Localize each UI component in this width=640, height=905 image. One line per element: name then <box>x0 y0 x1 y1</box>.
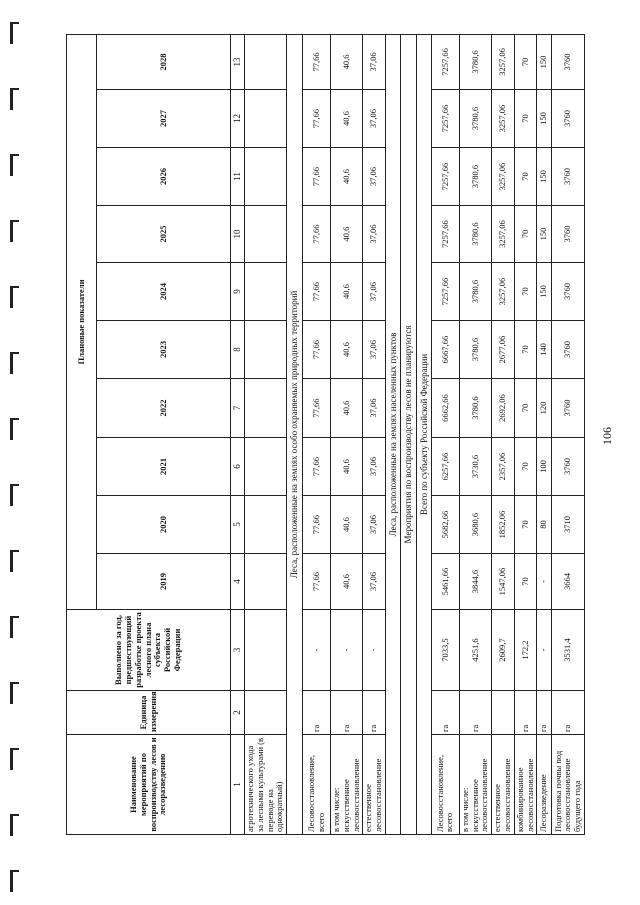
row-value: 3780,6 <box>459 379 491 438</box>
row-prev-value: - <box>331 610 363 691</box>
row-value: 3257,06 <box>492 206 515 263</box>
row-value: 37,06 <box>363 496 386 554</box>
row-value: 3760 <box>552 148 585 206</box>
binding-hole-mark <box>10 682 13 704</box>
header-year: 2019 <box>97 554 231 610</box>
table-row <box>492 34 515 834</box>
row-value: 100 <box>537 438 552 496</box>
column-number: 13 <box>231 34 245 89</box>
row-value: 77,66 <box>303 379 331 438</box>
row-prev-value: - <box>303 610 331 691</box>
row-value: 3257,06 <box>492 90 515 148</box>
row-value: 3780,6 <box>459 321 491 379</box>
row-name: в том числе: искусственное лесовосстановление <box>331 735 363 835</box>
binding-hole-mark <box>10 22 13 44</box>
row-value: 120 <box>537 379 552 438</box>
section-row <box>287 34 303 834</box>
binding-hole-mark <box>10 616 13 638</box>
row-name: Лесовосстановление, всего <box>303 735 331 835</box>
row-value: 40,6 <box>331 496 363 554</box>
row-value: 3844,6 <box>459 554 491 610</box>
section-title: Всего по субъекту Российской Федерации <box>416 34 431 834</box>
table-row <box>431 34 459 834</box>
row-value: 5682,66 <box>431 496 459 554</box>
row-value: 40,6 <box>331 554 363 610</box>
row-name: естественное лесовосстановление <box>363 735 386 835</box>
row-name: комбинированное лесовосстановление <box>514 735 537 835</box>
binding-hole-mark <box>10 418 13 440</box>
row-unit: га <box>537 691 552 735</box>
column-number: 10 <box>231 206 245 263</box>
row-value: 3710 <box>552 496 585 554</box>
header-year: 2026 <box>97 148 231 206</box>
header-row <box>67 34 97 834</box>
row-value: 3760 <box>552 321 585 379</box>
section-row <box>401 34 416 834</box>
column-number: 11 <box>231 148 245 206</box>
row-name: в том числе: искусственное лесовосстановление <box>459 735 491 835</box>
column-number: 12 <box>231 90 245 148</box>
row-value: 80 <box>537 496 552 554</box>
header-year: 2023 <box>97 321 231 379</box>
row-value: 70 <box>514 379 537 438</box>
binding-hole-mark <box>10 748 13 770</box>
binding-holes-strip <box>6 0 28 905</box>
row-value: 70 <box>514 90 537 148</box>
rotated-page <box>66 35 591 835</box>
row-value: 7257,66 <box>431 263 459 321</box>
row-value <box>245 206 287 263</box>
row-value: 77,66 <box>303 206 331 263</box>
row-value: 3760 <box>552 90 585 148</box>
header-name: Наименование мероприятий по воспроизводству лесов и лесоразведению <box>67 735 231 835</box>
row-value: 7257,66 <box>431 34 459 89</box>
header-year: 2021 <box>97 438 231 496</box>
row-value: 40,6 <box>331 379 363 438</box>
row-unit: га <box>552 691 585 735</box>
row-name: агротехнического ухода за лесными культурами (в переводе на однократный) <box>245 735 287 835</box>
row-value: 77,66 <box>303 148 331 206</box>
column-number: 9 <box>231 263 245 321</box>
row-prev-value: 172,2 <box>514 610 537 691</box>
row-value <box>245 321 287 379</box>
row-value: 3780,6 <box>459 90 491 148</box>
row-prev-value: 4251,6 <box>459 610 491 691</box>
header-year: 2028 <box>97 34 231 89</box>
row-prev-value: 3531,4 <box>552 610 585 691</box>
row-value: 3780,6 <box>459 206 491 263</box>
row-value: 70 <box>514 206 537 263</box>
table-row <box>537 34 552 834</box>
row-value <box>245 90 287 148</box>
row-value: 3760 <box>552 379 585 438</box>
header-prev-year: Выполнено за год, предшествующий разработке проекта лесного плана субъекта Российской Федерации <box>67 610 231 691</box>
row-value: 1547,06 <box>492 554 515 610</box>
row-value: 77,66 <box>303 34 331 89</box>
row-value: 37,06 <box>363 206 386 263</box>
row-value: 37,06 <box>363 554 386 610</box>
row-unit: га <box>431 691 459 735</box>
page-number: 106 <box>600 427 614 445</box>
row-value: 150 <box>537 206 552 263</box>
row-prev-value: 7033,5 <box>431 610 459 691</box>
row-name: Лесоразведение <box>537 735 552 835</box>
row-value: 6662,66 <box>431 379 459 438</box>
column-number: 4 <box>231 554 245 610</box>
row-value: 77,66 <box>303 263 331 321</box>
column-number: 2 <box>231 691 245 735</box>
row-value: 3780,6 <box>459 263 491 321</box>
row-prev-value: - <box>537 610 552 691</box>
table-row <box>459 34 491 834</box>
row-value: 37,06 <box>363 438 386 496</box>
header-unit: Единица измерения <box>67 691 231 735</box>
header-planned: Плановые показатели <box>67 34 97 609</box>
row-value: 40,6 <box>331 321 363 379</box>
row-value: 1852,06 <box>492 496 515 554</box>
row-value: 2692,06 <box>492 379 515 438</box>
row-value: 40,6 <box>331 263 363 321</box>
row-value: 70 <box>514 263 537 321</box>
row-value: 70 <box>514 554 537 610</box>
row-unit: га <box>363 691 386 735</box>
binding-hole-mark <box>10 550 13 572</box>
row-value: 37,06 <box>363 148 386 206</box>
row-value: 3780,6 <box>459 148 491 206</box>
forest-reproduction-table <box>66 34 585 835</box>
row-value: 2677,06 <box>492 321 515 379</box>
row-value: 140 <box>537 321 552 379</box>
binding-hole-mark <box>10 286 13 308</box>
binding-hole-mark <box>10 870 13 892</box>
row-value: 3664 <box>552 554 585 610</box>
row-value <box>245 438 287 496</box>
row-value: 37,06 <box>363 379 386 438</box>
row-value: 77,66 <box>303 321 331 379</box>
column-number: 8 <box>231 321 245 379</box>
row-value: 3760 <box>552 206 585 263</box>
row-value: 6667,66 <box>431 321 459 379</box>
binding-hole-mark <box>10 88 13 110</box>
row-value: 7257,66 <box>431 90 459 148</box>
row-prev-value: 2609,7 <box>492 610 515 691</box>
row-value: 7257,66 <box>431 206 459 263</box>
row-value <box>245 148 287 206</box>
row-value: 3780,6 <box>459 34 491 89</box>
row-unit <box>492 691 515 735</box>
table-row <box>514 34 537 834</box>
row-value: 37,06 <box>363 321 386 379</box>
binding-hole-mark <box>10 220 13 242</box>
row-value: 77,66 <box>303 90 331 148</box>
binding-hole-mark <box>10 484 13 506</box>
row-value: 70 <box>514 34 537 89</box>
row-name: естественное лесовосстановление <box>492 735 515 835</box>
column-number: 7 <box>231 379 245 438</box>
row-unit: га <box>303 691 331 735</box>
row-value: 3760 <box>552 34 585 89</box>
row-value: - <box>537 554 552 610</box>
row-value: 150 <box>537 148 552 206</box>
row-value: 2357,06 <box>492 438 515 496</box>
row-value: 150 <box>537 34 552 89</box>
row-value: 77,66 <box>303 438 331 496</box>
row-prev-value: - <box>363 610 386 691</box>
column-number: 1 <box>231 735 245 835</box>
column-number: 5 <box>231 496 245 554</box>
row-value: 6257,66 <box>431 438 459 496</box>
header-year: 2024 <box>97 263 231 321</box>
section-row <box>416 34 431 834</box>
table-row <box>331 34 363 834</box>
table-row <box>552 34 585 834</box>
row-prev-value <box>245 610 287 691</box>
row-unit: га <box>331 691 363 735</box>
row-value <box>245 34 287 89</box>
row-name: Подготовка почвы под лесовосстановление будущего года <box>552 735 585 835</box>
row-value: 150 <box>537 90 552 148</box>
header-year: 2027 <box>97 90 231 148</box>
row-unit: га <box>459 691 491 735</box>
header-year: 2020 <box>97 496 231 554</box>
row-value: 70 <box>514 438 537 496</box>
row-value: 40,6 <box>331 438 363 496</box>
column-number-row <box>231 34 245 834</box>
row-value <box>245 496 287 554</box>
row-value <box>245 554 287 610</box>
column-number: 6 <box>231 438 245 496</box>
row-value: 37,06 <box>363 263 386 321</box>
row-value: 37,06 <box>363 90 386 148</box>
row-value: 70 <box>514 321 537 379</box>
header-year: 2022 <box>97 379 231 438</box>
row-value: 3257,06 <box>492 34 515 89</box>
row-name: Лесовосстановление, всего <box>431 735 459 835</box>
row-value: 40,6 <box>331 90 363 148</box>
row-value: 3680,6 <box>459 496 491 554</box>
row-value: 40,6 <box>331 206 363 263</box>
table-row <box>303 34 331 834</box>
row-value: 3257,06 <box>492 263 515 321</box>
row-value: 3760 <box>552 438 585 496</box>
table-row <box>363 34 386 834</box>
header-year: 2025 <box>97 206 231 263</box>
section-title: Леса, расположенные на землях особо охраняемых природных территорий <box>287 34 303 834</box>
row-value: 70 <box>514 148 537 206</box>
row-value <box>245 379 287 438</box>
binding-hole-mark <box>10 352 13 374</box>
row-unit: га <box>514 691 537 735</box>
row-value: 3730,6 <box>459 438 491 496</box>
row-value: 150 <box>537 263 552 321</box>
row-value: 77,66 <box>303 554 331 610</box>
section-title: Леса, расположенные на землях населенных пунктов <box>385 34 400 834</box>
row-value: 7257,66 <box>431 148 459 206</box>
row-value: 37,06 <box>363 34 386 89</box>
row-value: 5461,66 <box>431 554 459 610</box>
column-number: 3 <box>231 610 245 691</box>
row-value: 77,66 <box>303 496 331 554</box>
row-unit <box>245 691 287 735</box>
row-value: 40,6 <box>331 148 363 206</box>
row-value: 3257,06 <box>492 148 515 206</box>
table-row <box>245 34 287 834</box>
binding-hole-mark <box>10 154 13 176</box>
row-value: 40,6 <box>331 34 363 89</box>
section-title: Мероприятия по воспроизводству лесов не планируются <box>401 34 416 834</box>
section-row <box>385 34 400 834</box>
row-value: 70 <box>514 496 537 554</box>
row-value <box>245 263 287 321</box>
row-value: 3760 <box>552 263 585 321</box>
binding-hole-mark <box>10 814 13 836</box>
